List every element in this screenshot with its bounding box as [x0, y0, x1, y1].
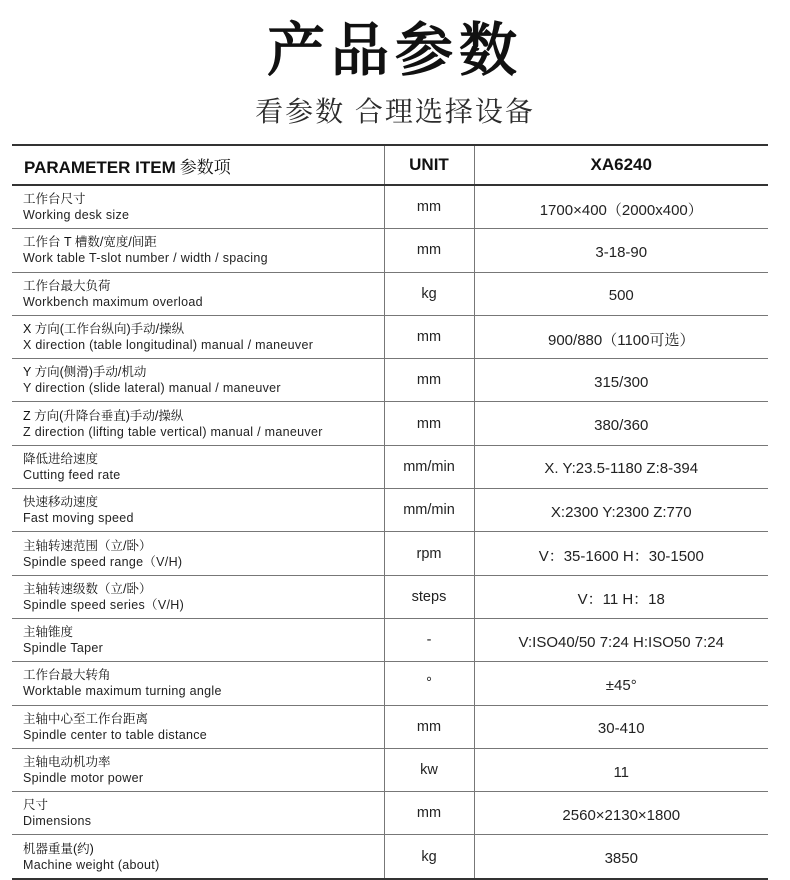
header-param-cn: 参数项 — [179, 157, 231, 177]
param-name-cn: 主轴转速级数（立/卧） — [23, 581, 152, 596]
unit-cell: kg — [384, 835, 474, 879]
unit-cell: mm/min — [384, 489, 474, 532]
param-name-cn: 快速移动速度 — [23, 495, 99, 510]
param-cell — [12, 748, 384, 791]
param-cell — [12, 705, 384, 748]
param-cell — [12, 489, 384, 532]
param-name-en: Machine weight (about) — [23, 857, 160, 872]
param-name-en: X direction (table longitudinal) manual / maneuver — [23, 338, 314, 353]
param-name-en: Cutting feed rate — [23, 467, 121, 482]
param-name-cn: 主轴锥度 — [23, 625, 74, 640]
unit-cell: - — [384, 618, 474, 661]
param-name-en: Worktable maximum turning angle — [23, 684, 222, 699]
header-model: XA6240 — [474, 145, 768, 185]
param-name-en: Work table T-slot number / width / spacing — [23, 251, 268, 266]
value-cell: 30-410 — [474, 705, 768, 748]
value-cell: X:2300 Y:2300 Z:770 — [474, 489, 768, 532]
param-name-cn: X 方向(工作台纵向)手动/操纵 — [23, 322, 185, 337]
table-row — [12, 835, 768, 879]
unit-cell: mm — [384, 185, 474, 229]
param-name-cn: 工作台 T 槽数/宽度/间距 — [23, 235, 157, 250]
unit-cell: kw — [384, 748, 474, 791]
table-row — [12, 575, 768, 618]
param-cell — [12, 359, 384, 402]
table-row — [12, 185, 768, 229]
unit-cell: mm — [384, 705, 474, 748]
table-row — [12, 705, 768, 748]
table-row — [12, 445, 768, 488]
value-cell: 11 — [474, 748, 768, 791]
value-cell: 3850 — [474, 835, 768, 879]
value-cell: V:ISO40/50 7:24 H:ISO50 7:24 — [474, 618, 768, 661]
value-cell: 2560×2130×1800 — [474, 792, 768, 835]
param-name-cn: Y 方向(侧滑)手动/机动 — [23, 365, 147, 380]
table-row — [12, 532, 768, 575]
param-name-en: Dimensions — [23, 814, 92, 829]
param-name-en: Workbench maximum overload — [23, 294, 203, 309]
unit-cell: mm — [384, 792, 474, 835]
param-cell — [12, 315, 384, 358]
table-row — [12, 402, 768, 445]
table-row — [12, 489, 768, 532]
param-name-cn: Z 方向(升降台垂直)手动/操纵 — [23, 408, 184, 423]
param-name-cn: 工作台最大转角 — [23, 668, 111, 683]
page-subtitle: 看参数 合理选择设备 — [255, 96, 535, 127]
value-cell: V：11 H：18 — [474, 575, 768, 618]
unit-cell: mm — [384, 229, 474, 272]
param-cell — [12, 402, 384, 445]
table-row — [12, 748, 768, 791]
param-name-cn: 机器重量(约) — [23, 841, 94, 856]
param-cell — [12, 185, 384, 229]
param-name-cn: 尺寸 — [23, 798, 49, 813]
param-cell — [12, 792, 384, 835]
param-cell — [12, 835, 384, 879]
page-title: 产品参数 — [266, 18, 523, 83]
table-header-row — [12, 145, 768, 185]
value-cell: 315/300 — [474, 359, 768, 402]
unit-cell: steps — [384, 575, 474, 618]
param-name-en: Spindle speed series（V/H) — [23, 597, 185, 612]
value-cell: 900/880（1100可选） — [474, 315, 768, 358]
unit-cell: mm — [384, 359, 474, 402]
table-row — [12, 618, 768, 661]
param-name-cn: 工作台尺寸 — [23, 192, 86, 207]
unit-cell: rpm — [384, 532, 474, 575]
param-name-cn: 主轴中心至工作台距离 — [23, 711, 149, 726]
value-cell: 1700×400（2000x400） — [474, 185, 768, 229]
table-row — [12, 792, 768, 835]
param-name-en: Z direction (lifting table vertical) manual / maneuver — [23, 424, 323, 439]
value-cell: V：35-1600 H：30-1500 — [474, 532, 768, 575]
table-body — [12, 185, 768, 879]
value-cell: 380/360 — [474, 402, 768, 445]
unit-cell: kg — [384, 272, 474, 315]
header-unit: UNIT — [384, 145, 474, 185]
param-name-cn: 工作台最大负荷 — [23, 278, 111, 293]
param-name-en: Spindle center to table distance — [23, 727, 208, 742]
param-name-en: Y direction (slide lateral) manual / maneuver — [23, 381, 281, 396]
unit-cell: ° — [384, 662, 474, 705]
param-name-en: Fast moving speed — [23, 511, 134, 526]
param-cell — [12, 618, 384, 661]
unit-cell: mm/min — [384, 445, 474, 488]
table-row — [12, 359, 768, 402]
param-cell — [12, 229, 384, 272]
param-name-cn: 降低进给速度 — [23, 451, 99, 466]
unit-cell: mm — [384, 315, 474, 358]
value-cell: 3-18-90 — [474, 229, 768, 272]
param-cell — [12, 662, 384, 705]
param-name-en: Spindle motor power — [23, 771, 144, 785]
parameter-table — [12, 144, 768, 880]
param-cell — [12, 532, 384, 575]
param-name-en: Spindle speed range（V/H) — [23, 554, 183, 569]
param-name-cn: 主轴电动机功率 — [23, 755, 111, 769]
table-row — [12, 272, 768, 315]
param-cell — [12, 575, 384, 618]
param-name-cn: 主轴转速范围（立/卧） — [23, 538, 152, 553]
unit-cell: mm — [384, 402, 474, 445]
header-param — [12, 145, 384, 185]
param-cell — [12, 272, 384, 315]
param-cell — [12, 445, 384, 488]
table-row — [12, 229, 768, 272]
value-cell: ±45° — [474, 662, 768, 705]
value-cell: 500 — [474, 272, 768, 315]
param-name-en: Spindle Taper — [23, 641, 104, 656]
page-header — [0, 0, 790, 140]
header-param-en: PARAMETER ITEM — [24, 157, 176, 177]
param-name-en: Working desk size — [23, 208, 130, 223]
table-row — [12, 315, 768, 358]
value-cell: X. Y:23.5-1180 Z:8-394 — [474, 445, 768, 488]
table-row — [12, 662, 768, 705]
